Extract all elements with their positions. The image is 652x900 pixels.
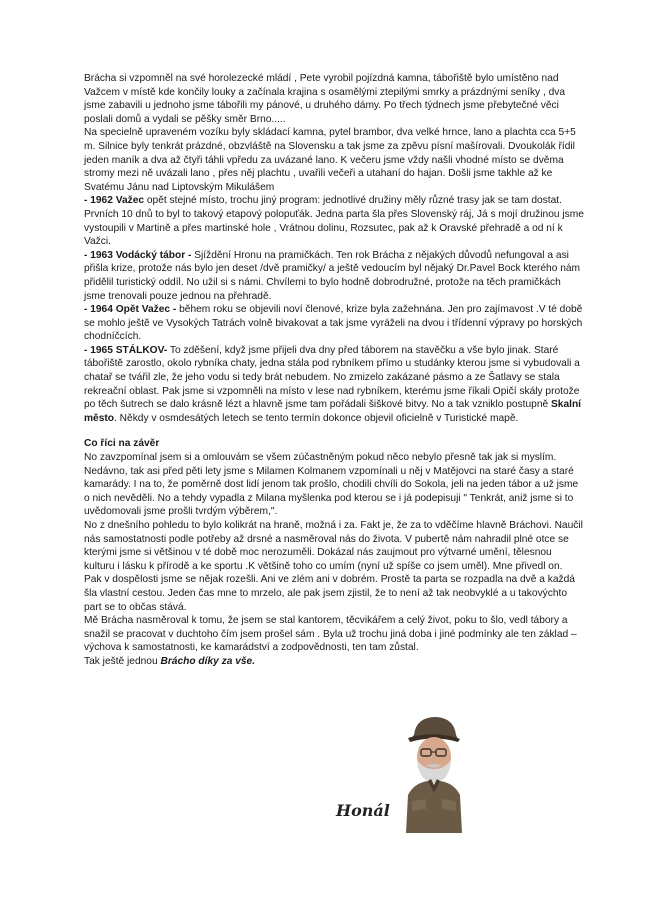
entry-label: - 1964 Opět Važec - [84,304,177,316]
author-portrait [402,713,464,833]
entry-1965 [84,344,584,426]
entry-text: To zděšení, když jsme přijeli dva dny před táborem na stavěčku a vše bylo jinak. Staré tábořiště zarostlo, okolo rybníka chaty, jedna stála pod rybníkem přímo u studánky kterou jsme si vybudovali a chatař se tvářil zle, že jeho vodu si tedy brát nebudem. No zmizelo zakázané pásmo a ze Šatlavy se stala rekreační oblast. Pak jsme si vzpomněli na místo v lese nad rybníkem, kterému jsme říkali Opičí skály protože po těch šutrech se dalo krásně lézt a hlavně jsme tam pořádali šiškové bitvy. No a tak vzniklo postupně [84,344,580,411]
entry-text: opět stejné místo, trochu jiný program: jednotlivé družiny měly různé trasy jak se tam dostat. Prvních 10 dnů to byl to takový etapový polopuťák. Jedna parta šla přes Slovenský ráj, Já s mojí družinou jsme vystoupili v Martině a přes martinské hole , Vrátnou dolinu, Rozsutec, pak až k Oravské přehradě a od ní k Važci. [84,195,584,248]
signature-area [336,713,466,833]
skalni-mesto: Skalní město [84,399,581,424]
entry-1962 [84,194,584,248]
closing-emphasis: Brácho díky za vše. [160,655,256,667]
entry-tail: . Někdy v osmdesátých letech se tento termín dokonce objevil oficielně v Turistické mapě. [114,412,519,424]
closing-line: Tak ještě jednou Brácho díky za vše. [84,655,256,667]
entry-text: Sjíždění Hronu na pramičkách. Ten rok Brácha z nějakých důvodů nefungoval a asi přišla krize, protože nás bylo jen deset /dvě pramičky/ a ještě vedoucím byl nějaký Dr.Pavel Bock kterého nám přidělil turistický oddíl. No užil si s námi. Chvílemi to bylo hodně dobrodružné, protože na těch pramičkách jsme trenovali pouze jednou na přehradě. [84,249,581,302]
entry-label: - 1962 Važec [84,195,145,207]
conclusion-paragraph-2: No z dnešního pohledu to bylo kolikrát na hraně, možná i za. Fakt je, že za to vděčíme hlavně Bráchovi. Naučil nás samostatnosti podle potřeby až drsné a nasměroval nás do života. V pubertě nám nahradil plné otce se kterými jsme si většinou v té době moc nerozuměli. Dokázal nás zaujmout pro výtvarné umění, tělesnou kulturu i lásku k přírodě a ke sportu .K většině toho co umím (nyní už spíše co jsem uměl). Mne přivedl on. [84,520,583,572]
conclusion-paragraph-1: No zavzpomínal jsem si a omlouvám se všem zúčastněným pokud něco nebylo přesně tak jak si myslím. Nedávno, tak asi před pěti lety jsme s Milamen Kolmanem vzpomínali u něj v Matějovci na staré časy a staré kamarády. I na to, že poměrně dost lidí jenom tak prošlo, chodili chvíli do Sokola, jeli na jeden tábor a už jsme o nich nevěděli. No a tehdy vypadla z Milana myšlenka pod kterou se i já podepisuji " Tenkrát, aniž jsme si to uvědomovali jsme prošli tvrdým výběrem,". [84,452,579,518]
paragraph-2: Na specielně upraveném vozíku byly skládací kamna, pytel brambor, dva velké hrnce, lano a plachta cca 5+5 m. Silnice byly tenkrát prázdné, obzvláště na Slovensku a tak jsme za zpěvu písní mašírovali. Dvoukolák řídil jeden maník a dva až čtyři táhli vpředu za uvázané lano. K večeru jsme vždy našli vhodné místo se dvěma stromy mezi ně uvázali lano , přes něj plachtu , uvařili večeři a utahaní do hajan. Došli jsme takhle až ke Svatému Jánu nad Liptovským Mikulášem [84,127,576,193]
document-body [84,72,584,669]
entry-text: během roku se objevili noví členové, krize byla zažehnána. Jen pro zajímavost .V té době se mohlo ještě ve Vysokých Tatrách volně bivakovat a tak jsme vyráželi na dvou i třídenní výpravy po horských chodníčcích. [84,304,583,343]
entry-label: - 1965 STÁLKOV- [84,344,168,356]
entry-1963 [84,249,584,303]
signature: Honál [336,801,390,820]
paragraph-1: Brácha si vzpomněl na své horolezecké mládí , Pete vyrobil pojízdná kamna, tábořiště bylo umístěno nad Važcem v místě kde končily louky a začínala krajina s osamělými ztepilými smrky a prázdnými seníky , dva jsme zabavili u jednoho jsme tábořili my pánové, u druhého dámy. Po třech týdnech jsme přebytečné věci poslali domů a vydali se pěšky směr Brno..... [84,73,566,125]
entry-1964 [84,303,584,344]
conclusion-paragraph-4: Mě Brácha nasměroval k tomu, že jsem se stal kantorem, těcvikářem a celý život, poku to šlo, vedl tábory a snažil se pracovat v duchtoho čím jsem prošel sám . Byla už trochu jiná doba i jiné podmínky ale ten základ – výchova k samostatnosti, ke kamarádství a zodpovědnosti, ten tam zůstal. [84,615,577,654]
conclusion-paragraph-3: Pak v dospělosti jsme se nějak rozešli. Ani ve zlém ani v dobrém. Prostě ta parta se rozpadla na dvě a každá šla vlastní cestou. Jeden čas mne to mrzelo, ale pak jsem zjistil, že to není až tak neobvyklé a u takovýchto part se to občas stává. [84,574,575,613]
entry-label: - 1963 Vodácký tábor - [84,249,192,261]
conclusion-heading: Co říci na závěr [84,438,160,450]
